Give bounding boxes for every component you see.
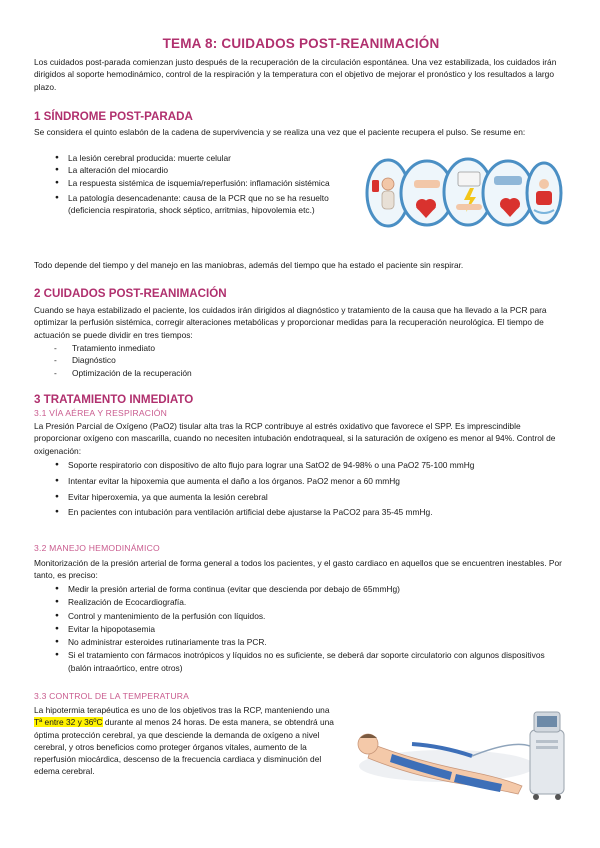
list-item: ● Control y mantenimiento de la perfusión con líquidos.: [34, 610, 568, 622]
cooling-machine: [530, 730, 564, 794]
list-item: ● La alteración del miocardio: [34, 164, 354, 176]
text-before-highlight: La hipotermia terapéutica es uno de los objetivos tras la RCP, manteniendo una: [34, 705, 330, 715]
person-icon: [382, 178, 394, 190]
chain-of-survival-illustration: [364, 150, 564, 232]
list-item: ● La patología desencadenante: causa de la PCR que no se ha resuelto (deficiencia respiratoria, shock séptico, arritmias, hipovolemia etc.): [34, 192, 354, 217]
intro-paragraph: Los cuidados post-parada comienzan justo después de la recuperación de la circulación espontánea. Una vez estabilizada, los cuidados irán dirigidos al soporte hemodinámico, control de la respiración y la temperatura con el objetivo de mejorar el pronóstico y los resultados a largo plazo.: [34, 57, 557, 92]
list-item: - Optimización de la recuperación: [34, 367, 568, 379]
phone-icon: [372, 180, 379, 192]
section-1-text: Se considera el quinto eslabón de la cadena de supervivencia y se realiza una vez que el paciente recupera el pulso. Se resume en:: [34, 127, 526, 137]
list-item: ● Medir la presión arterial de forma continua (evitar que descienda por debajo de 65mmHg): [34, 583, 568, 595]
list-item: ● La respuesta sistémica de isquemia/reperfusión: inflamación sistémica: [34, 177, 354, 189]
list-item: ● En pacientes con intubación para ventilación artificial debe ajustarse la PaCO2 para 35-45 mmHg.: [34, 506, 568, 518]
section-1-list: [34, 152, 354, 216]
page-title: TEMA 8: CUIDADOS POST-REANIMACIÓN: [162, 36, 440, 51]
hypothermia-patient-illustration: [352, 700, 568, 804]
subsection-3-2-heading: 3.2 MANEJO HEMODINÁMICO: [34, 543, 160, 553]
list-item: ● Realización de Ecocardiografía.: [34, 596, 568, 608]
subsection-3-1-list: [34, 459, 568, 518]
section-2-text: Cuando se haya estabilizado el paciente, los cuidados irán dirigidos al diagnóstico y tratamiento de la causa que ha llevado a la PCR para optimizar la perfusión sistémica, corregir alteraciones metabólicas y proporcionar medidas para la recuperación neurológica. El tiempo de actuación se puede dividir en tres tiempos:: [34, 305, 547, 340]
section-2-list: [34, 342, 568, 379]
section-1-outro: Todo depende del tiempo y del manejo en las maniobras, además del tiempo que ha estado el paciente sin respirar.: [34, 260, 464, 270]
section-1-heading: 1 SÍNDROME POST-PARADA: [34, 110, 193, 123]
subsection-3-1-text: La Presión Parcial de Oxígeno (PaO2) tisular alta tras la RCP contribuye al estrés oxidativo que favorece el SPP. Es imprescindible proporcionar oxígeno con mascarilla, cuando no necesiten intubación endotraqueal, si la saturación de oxígeno es menor al 94%. Control de oxigenación:: [34, 421, 556, 456]
list-item: ● Intentar evitar la hipoxemia que aumenta el daño a los órganos. PaO2 menor a 60 mmHg: [34, 475, 568, 487]
list-item: - Tratamiento inmediato: [34, 342, 568, 354]
list-item: ● No administrar esteroides rutinariamente tras la PCR.: [34, 636, 568, 648]
list-item: ● Soporte respiratorio con dispositivo de alto flujo para lograr una SatO2 de 94-98% o una PaO2 75-100 mmHg: [34, 459, 568, 471]
subsection-3-3-heading: 3.3 CONTROL DE LA TEMPERATURA: [34, 691, 190, 701]
list-item: ● La lesión cerebral producida: muerte celular: [34, 152, 354, 164]
subsection-3-3-text: [34, 704, 334, 778]
subsection-3-1-heading: 3.1 VÍA AÉREA Y RESPIRACIÓN: [34, 408, 168, 418]
list-item: ● Si el tratamiento con fármacos inotrópicos y líquidos no es suficiente, se deberá dar soporte circulatorio con algunos dispositivos (balón intraaórtico, entre otros): [34, 649, 568, 674]
subsection-3-2-list: [34, 583, 568, 674]
section-2-heading: 2 CUIDADOS POST-REANIMACIÓN: [34, 287, 227, 300]
section-3-heading: 3 TRATAMIENTO INMEDIATO: [34, 393, 194, 406]
temperature-highlight: Tª entre 32 y 36ºC: [34, 717, 103, 728]
text-after-highlight: durante al menos 24 horas. De esta manera, se obtendrá una óptima protección cerebral, ya que desciende la demanda de oxígeno a nivel cerebral, y otros beneficios como proteger órganos vitales, aumento de la reperfusión miocárdica, descenso de la frecuencia cardiaca y disminución del edema cerebral.: [34, 717, 334, 777]
list-item: - Diagnóstico: [34, 354, 568, 366]
list-item: ● Evitar hiperoxemia, ya que aumenta la lesión cerebral: [34, 491, 568, 503]
list-item: ● Evitar la hipopotasemia: [34, 623, 568, 635]
subsection-3-2-text: Monitorización de la presión arterial de forma general a todos los pacientes, y el gasto cardiaco en aquellos que se encuentren inestables. Por tanto, es preciso:: [34, 558, 562, 581]
